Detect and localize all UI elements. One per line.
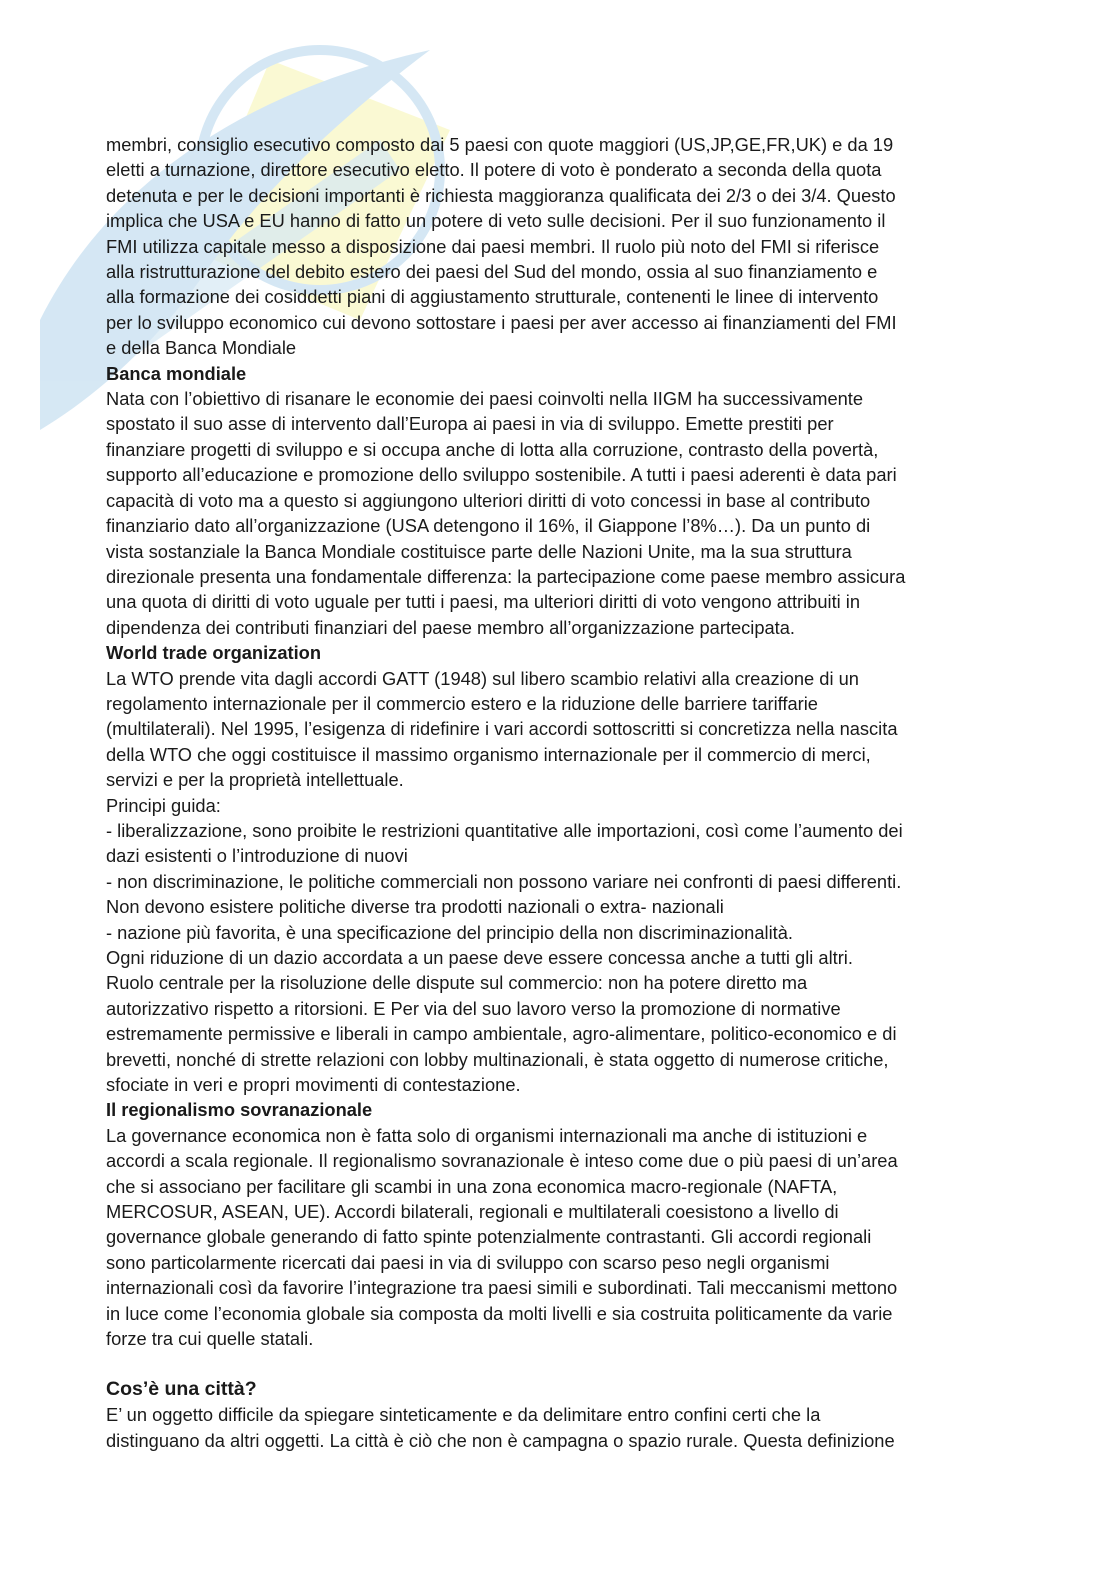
fmi-continuation-paragraph: membri, consiglio esecutivo composto dai 5 paesi con quote maggiori (US,JP,GE,FR,UK) e da 19 eletti a turnazione, direttore esecutivo eletto. Il potere di voto è ponderato a seconda della quota detenuta e per le decisioni importanti è richiesta maggioranza qualificata dei 2/3 o dei 3/4. Questo implica che USA e EU hanno di fatto un potere di veto sulle decisioni. Per il suo funzionamento il FMI utilizza capitale messo a disposizione dai paesi membri. Il ruolo più noto del FMI si riferisce alla ristrutturazione del debito estero dei paesi del Sud del mondo, ossia al suo finanziamento e alla formazione dei cosiddetti piani di aggiustamento strutturale, contenenti le linee di intervento per lo sviluppo economico cui devono sottostare i paesi per aver accesso ai finanziamenti del FMI e della Banca Mondiale bbox=[106, 134, 897, 359]
regionalismo-heading: Il regionalismo sovranazionale bbox=[106, 1099, 373, 1121]
banca-mondiale-heading: Banca mondiale bbox=[106, 362, 247, 384]
wto-heading: World trade organization bbox=[106, 642, 321, 664]
section-spacer bbox=[106, 1352, 1006, 1377]
citta-heading: Cos’è una città? bbox=[106, 1377, 257, 1400]
regionalismo-paragraph: La governance economica non è fatta solo di organismi internazionali ma anche di istituzioni e accordi a scala regionale. Il regionalismo sovranazionale è inteso come due o più paesi di un’area che si associano per facilitare gli scambi in una zona economica macro-regionale (NAFTA, MERCOSUR, ASEAN, UE). Accordi bilaterali, regionali e multilaterali coesistono a livello di governance globale generando di fatto spinte potenzialmente contrastanti. Gli accordi regionali sono particolarmente ricercati dai paesi in via di sviluppo con scarso peso negli organismi internazionali così da favorire l’integrazione tra paesi simili e subordinati. Tali meccanismi mettono in luce come l’economia globale sia composta da molti livelli e sia costruita politicamente da varie forze tra cui quelle statali. bbox=[106, 1124, 898, 1350]
citta-paragraph: E’ un oggetto difficile da spiegare sinteticamente e da delimitare entro confini certi che la distinguano da altri oggetti. La città è ciò che non è campagna o spazio rurale. Questa definizione bbox=[106, 1404, 895, 1451]
banca-mondiale-paragraph: Nata con l’obiettivo di risanare le economie dei paesi coinvolti nella IIGM ha successivamente spostato il suo asse di intervento dall’Europa ai paesi in via di sviluppo. Emette prestiti per finanziare progetti di sviluppo e si occupa anche di lotta alla corruzione, contrasto della povertà, supporto all’educazione e promozione dello sviluppo sostenibile. A tutti i paesi aderenti è data pari capacità di voto ma a questo si aggiungono ulteriori diritti di voto concessi in base al contributo finanziario dato all’organizzazione (USA detengono il 16%, il Giappone l’8%…). Da un punto di vista sostanziale la Banca Mondiale costituisce parte delle Nazioni Unite, ma la sua struttura direzionale presenta una fondamentale differenza: la partecipazione come paese membro assicura una quota di diritti di voto uguale per tutti i paesi, ma ulteriori diritti di voto vengono attribuiti in dipendenza dei contributi finanziari del paese membro all’organizzazione partecipata. bbox=[106, 388, 906, 638]
wto-paragraph: La WTO prende vita dagli accordi GATT (1948) sul libero scambio relativi alla creazione di un regolamento internazionale per il commercio estero e la riduzione delle barriere tariffarie (multilaterali). Nel 1995, l’esigenza di ridefinire i vari accordi sottoscritti si concretizza nella nascita della WTO che oggi costituisce il massimo organismo internazionale per il commercio di merci, servizi e per la proprietà intellettuale. Principi guida: - liberalizzazione, sono proibite le restrizioni quantitative alle importazioni, così come l’aumento dei dazi esistenti o l’introduzione di nuovi - non discriminazione, le politiche commerciali non possono variare nei confronti di paesi differenti. Non devono esistere politiche diverse tra prodotti nazionali o extra- nazionali - nazione più favorita, è una specificazione del principio della non discriminazionalità. Ogni riduzione di un dazio accordata a un paese deve essere concessa anche a tutti gli altri. Ruolo centrale per la risoluzione delle dispute sul commercio: non ha potere diretto ma autorizzativo rispetto a ritorsioni. E Per via del suo lavoro verso la promozione di normative estremamente permissive e liberali in campo ambientale, agro-alimentare, politico-economico e di brevetti, nonché di strette relazioni con lobby multinazionali, è stata oggetto di numerose critiche, sfociate in veri e propri movimenti di contestazione. bbox=[106, 667, 903, 1096]
document-page bbox=[106, 132, 1006, 1453]
